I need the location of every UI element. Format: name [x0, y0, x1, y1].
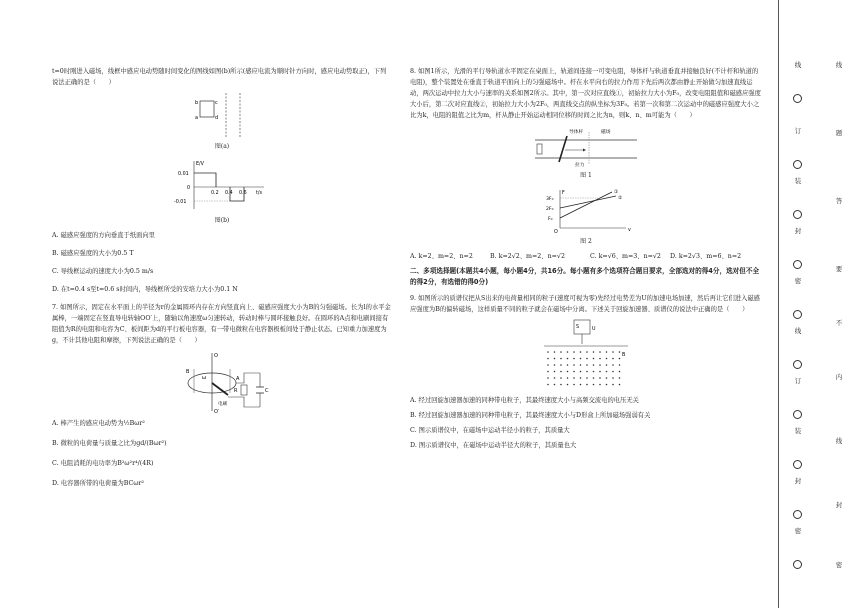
figure-9-mass-spectrometer: [538, 318, 634, 392]
binding-line: [778, 0, 779, 608]
right-column: [410, 66, 762, 455]
field-dot: [547, 377, 549, 379]
fig7-c-label: C: [265, 388, 269, 395]
figure-b-emf-graph: [172, 157, 272, 213]
field-dot: [547, 351, 549, 353]
fig9-u-label: U: [592, 326, 596, 332]
fig1-force-label: 拉力: [575, 163, 585, 169]
binding-label: 线: [835, 438, 843, 445]
field-dot: [612, 377, 614, 379]
field-dot: [573, 377, 575, 379]
q9-option-a: A. 经过回旋加速器加速的同种带电粒子，其最终速度大小与高频交流电的电压无关: [410, 396, 639, 404]
fig-a-label-a: a: [195, 115, 199, 122]
field-dot: [599, 351, 601, 353]
binding-label: 封: [835, 502, 843, 509]
field-dot: [567, 351, 569, 353]
field-dot: [560, 357, 562, 359]
binding-char: 订: [794, 127, 802, 135]
field-dot: [586, 351, 588, 353]
q7-option-c: C. 电阻消耗的电功率为B²ω²r⁴/(4R): [52, 460, 154, 468]
q9-option-d: D. 图示质谱仪中，在磁场中运动半径大的粒子，其质量也大: [410, 441, 577, 449]
binding-char: 线: [794, 327, 802, 335]
field-dot: [580, 357, 582, 359]
field-dot: [567, 357, 569, 359]
field-dot: [573, 357, 575, 359]
fig2-2f0: 2F₀: [546, 206, 554, 212]
field-dot: [619, 357, 621, 359]
field-dot: [606, 370, 608, 372]
field-dot: [593, 370, 595, 372]
figure-1-caption: 图 1: [580, 172, 592, 180]
binding-char: 密: [794, 527, 802, 535]
figure-b-caption: 图(b): [214, 216, 230, 224]
field-dot: [560, 370, 562, 372]
field-dot: [573, 370, 575, 372]
q7-option-d: D. 电容器所带的电荷量为BCωr²: [52, 480, 145, 488]
field-dot: [619, 370, 621, 372]
field-dot: [580, 377, 582, 379]
q8-option-a: A. k=2、m=2、n=2: [410, 253, 473, 261]
figure-a-frame-diagram: [192, 91, 252, 139]
field-dot: [619, 351, 621, 353]
binding-label: 线: [835, 62, 843, 69]
fig7-r-label: R: [234, 388, 238, 395]
field-dot: [580, 364, 582, 366]
fig2-line1: ①: [614, 189, 619, 195]
binding-char: 装: [794, 177, 802, 185]
fig1-rod-label: 导体杆: [569, 130, 584, 136]
field-dot: [612, 364, 614, 366]
fig2-line2: ②: [618, 195, 623, 201]
field-dot: [612, 357, 614, 359]
field-dot: [606, 364, 608, 366]
fig7-b-label: B: [186, 369, 190, 376]
field-dot: [547, 370, 549, 372]
field-dot: [586, 357, 588, 359]
section-2-title: 二、多项选择题(本题共4小题，每小题4分，共16分。每小题有多个选项符合题目要求，全部选对的得4分，选对但不全的得2分，有选错的得0分): [410, 267, 760, 287]
field-dot: [599, 370, 601, 372]
field-dot: [593, 383, 595, 385]
fig2-f-axis: F: [562, 190, 565, 196]
field-dot: [586, 370, 588, 372]
field-dot: [580, 370, 582, 372]
binding-circle: [793, 310, 802, 319]
field-dot: [593, 351, 595, 353]
fig-b-y-top: 0.01: [178, 171, 189, 177]
field-dot: [554, 351, 556, 353]
binding-label: 不: [835, 320, 843, 327]
fig2-origin: O: [554, 229, 558, 234]
q7-option-b: B. 微粒的电荷量与质量之比为gd/(Bωr²): [52, 440, 167, 448]
left-column: [52, 66, 392, 498]
field-dot: [554, 383, 556, 385]
q6-option-a: A. 磁感应强度的方向垂直于纸面向里: [52, 232, 156, 240]
field-dot: [612, 351, 614, 353]
figure-2-caption: 图 2: [580, 237, 592, 245]
field-dot: [619, 377, 621, 379]
field-dot: [586, 383, 588, 385]
fig-a-label-d: d: [215, 115, 219, 122]
fig7-brush: 电刷: [218, 402, 228, 408]
figure-1-rails: [531, 124, 641, 168]
fig-b-x2: 0.4: [225, 190, 233, 196]
q9-option-c: C. 图示质谱仪中，在磁场中运动半径小的粒子，其质量大: [410, 426, 570, 434]
fig-a-label-c: c: [215, 100, 218, 107]
field-dot: [554, 364, 556, 366]
q7-option-a: A. 棒产生的感应电动势为½Bωr²: [52, 420, 145, 428]
field-dot: [606, 351, 608, 353]
fig-b-y-zero: 0: [187, 185, 191, 191]
binding-circle: [793, 160, 802, 169]
figure-7-ring-circuit: [172, 349, 272, 415]
q8-options: [410, 251, 762, 262]
binding-circle: [793, 360, 802, 369]
binding-char: 密: [794, 277, 802, 285]
q8-option-c: C. k=√6、m=3、n=√2: [590, 253, 661, 261]
field-dot: [547, 364, 549, 366]
field-dot: [619, 383, 621, 385]
question-9-text: 9. 如图所示的质谱仪把从S出来的电荷量相同的粒子(速度可视为零)先经过电势差为U的加速电场加速，然后再让它们进入磁感应强度为B的偏转磁场，这样质量不同的粒子就会在磁场中分离。下述关于回旋加速器、质谱仪的说法中正确的是（ ）: [410, 294, 760, 313]
field-dot: [554, 357, 556, 359]
fig7-o-bottom: O′: [214, 409, 220, 416]
binding-label: 密: [835, 562, 843, 569]
magnetic-field-dots: [547, 351, 620, 385]
binding-circle: [793, 210, 802, 219]
fig2-3f0: 3F₀: [546, 196, 554, 202]
q6-option-d: D. 在t=0.4 s至t=0.6 s时间内，导线框所受的安培力大小为0.1 N: [52, 286, 238, 294]
field-dot: [593, 377, 595, 379]
q8-option-b: B. k=2√2、m=2、n=√2: [490, 253, 565, 261]
fig7-o-top: O: [214, 353, 218, 360]
binding-label: 题: [835, 130, 843, 137]
field-dot: [567, 383, 569, 385]
field-dot: [567, 370, 569, 372]
fig9-b-label: B: [622, 352, 626, 358]
fig-b-x3: 0.6: [239, 190, 247, 196]
field-dot: [580, 383, 582, 385]
field-dot: [547, 383, 549, 385]
binding-circle: [793, 260, 802, 269]
fig1-field-label: 磁场: [601, 130, 611, 136]
field-dot: [560, 383, 562, 385]
binding-char: 封: [794, 477, 802, 485]
fig2-f0: F₀: [548, 216, 553, 222]
field-dot: [573, 364, 575, 366]
binding-circle: [793, 460, 802, 469]
fig-b-axis-y: E/V: [196, 161, 204, 167]
binding-char: 线: [794, 61, 802, 69]
q6-option-c: C. 导线框运动的速度大小为0.5 m/s: [52, 268, 154, 276]
q9-option-b: B. 经过回旋加速器加速的同种带电粒子，其最终速度大小与D形盒上所加磁场强弱有关: [410, 411, 651, 419]
field-dot: [567, 377, 569, 379]
fig9-s-label: S: [576, 324, 580, 330]
binding-circle: [793, 560, 802, 569]
binding-circle: [793, 510, 802, 519]
field-dot: [586, 377, 588, 379]
question-7-text: 7. 如图所示，固定在水平面上的半径为r的金属圆环内存在方向竖直向上、磁感应强度大小为B的匀强磁场。长为l的水平金属棒，一端固定在竖直导电转轴OO′上，随轴以角速度ω匀速转动，转动时棒与圆环接触良好。在圆环的A点和电刷间接有阻值为R的电阻和电容为C、板间距为d的平行板电容器，有一带电微粒在电容器极板间处于静止状态。已知重力加速度为g，不计其他电阻和摩擦，下列说法正确的是（ ）: [52, 304, 391, 345]
field-dot: [573, 383, 575, 385]
field-dot: [554, 377, 556, 379]
field-dot: [599, 377, 601, 379]
field-dot: [560, 351, 562, 353]
q8-option-d: D. k=2√3、m=6、n=2: [670, 253, 742, 261]
field-dot: [567, 364, 569, 366]
field-dot: [560, 377, 562, 379]
field-dot: [560, 364, 562, 366]
field-dot: [606, 377, 608, 379]
binding-label: 答: [835, 198, 843, 205]
fig7-a-label: A: [236, 376, 240, 383]
field-dot: [586, 364, 588, 366]
field-dot: [593, 364, 595, 366]
binding-char: 装: [794, 427, 802, 435]
binding-char: 封: [794, 227, 802, 235]
field-dot: [599, 383, 601, 385]
fig-b-x-unit: t/s: [256, 190, 262, 196]
field-dot: [606, 357, 608, 359]
field-dot: [599, 357, 601, 359]
question-6-intro: t=0时刚进入磁场，线框中感应电动势随时间变化的图线如图(b)所示(感应电流为顺时针方向时，感应电动势取正)，下列说法正确的是（ ）: [52, 68, 387, 87]
field-dot: [606, 383, 608, 385]
binding-char: 订: [794, 377, 802, 385]
fig-b-y-bottom: -0.01: [174, 199, 187, 205]
q6-option-b: B. 磁感应强度的大小为0.5 T: [52, 250, 134, 258]
binding-label: 要: [835, 266, 843, 273]
fig7-omega: ω: [202, 375, 207, 382]
field-dot: [612, 383, 614, 385]
field-dot: [619, 364, 621, 366]
fig2-v-axis: v: [628, 227, 631, 233]
figure-a-caption: 图(a): [214, 143, 230, 151]
fig-b-x1: 0.2: [211, 190, 219, 196]
fig-a-label-b: b: [195, 100, 199, 107]
field-dot: [554, 370, 556, 372]
field-dot: [612, 370, 614, 372]
field-dot: [593, 357, 595, 359]
question-8-text: 8. 如图1所示，光滑的平行导轨道水平固定在桌面上，轨道间连接一可变电阻，导体杆与轨道垂直并接触良好(不计杆和轨道的电阻)，整个装置处在垂直于轨道平面向上的匀强磁场中。杆在水平向右的拉力作用下先后两次都由静止开始做匀加速直线运动，两次运动中拉力大小与速率的关系如图2所示。其中，第一次对应直线①，初始拉力大小为F₀，改变电阻阻值和磁感应强度大小后，第二次对应直线②，初始拉力大小为2F₀，两直线交点的纵坐标为3F₀。若第一次和第二次运动中的磁感应强度大小之比为k，电阻的阻值之比为m，杆从静止开始运动相同位移的时间之比为n，则k、n、m可能为（ ）: [410, 68, 761, 120]
field-dot: [599, 364, 601, 366]
field-dot: [573, 351, 575, 353]
figure-2-force-velocity: [536, 186, 636, 234]
field-dot: [580, 351, 582, 353]
binding-label: 内: [835, 374, 843, 381]
binding-circle: [793, 94, 802, 103]
binding-circle: [793, 410, 802, 419]
field-dot: [547, 357, 549, 359]
